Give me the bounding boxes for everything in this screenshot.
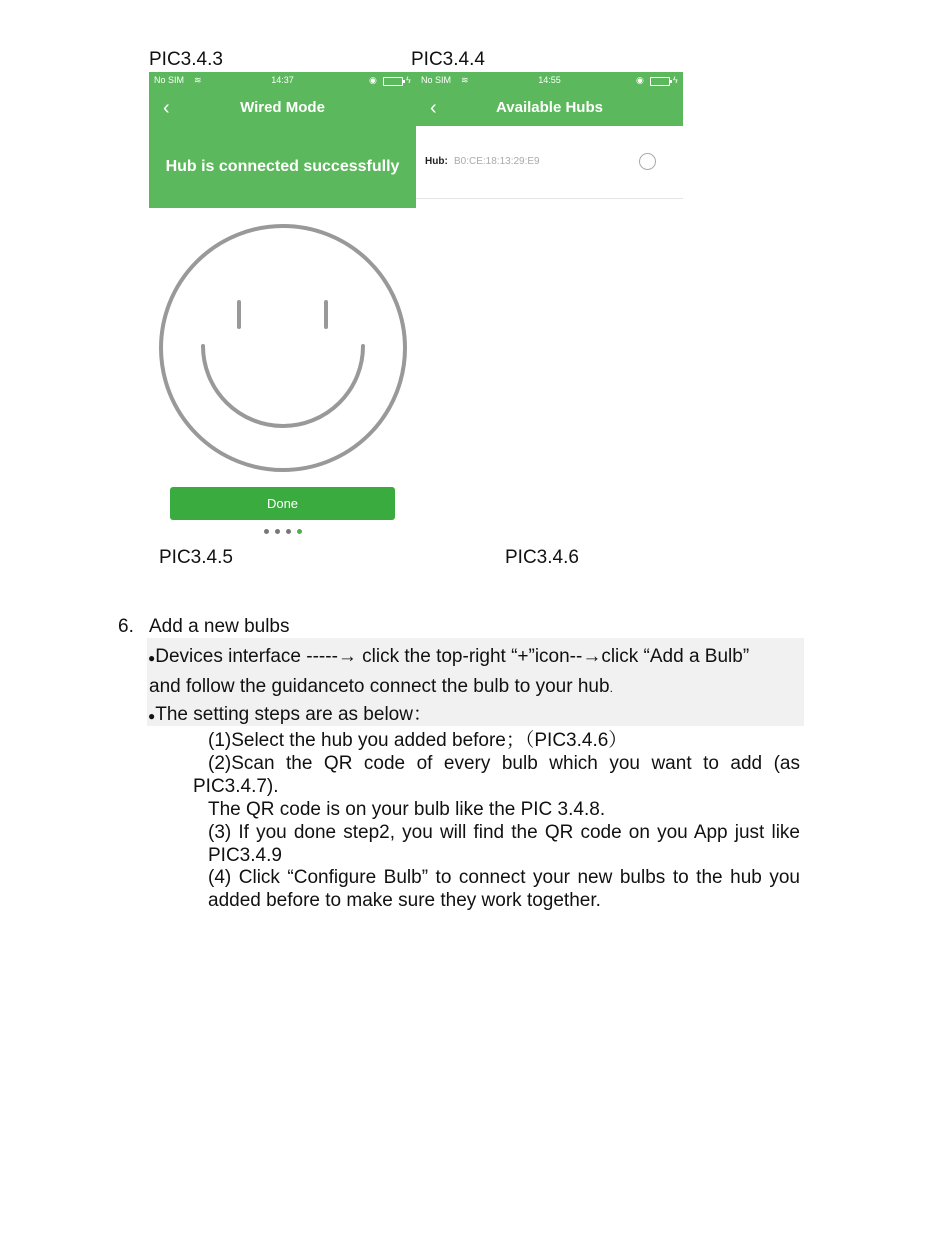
done-button[interactable]: Done — [170, 487, 395, 520]
step-2-line-3: The QR code is on your bulb like the PIC 3.4.8. — [208, 799, 606, 820]
step-1: (1)Select the hub you added before；（PIC3.4.6） — [208, 730, 628, 751]
pic-label-3-4-4: PIC3.4.4 — [411, 49, 485, 70]
section-number: 6. — [118, 616, 134, 637]
wifi-icon: ≋ — [461, 75, 469, 85]
wifi-icon: ≋ — [194, 75, 202, 85]
back-chevron-icon[interactable]: ‹ — [430, 97, 437, 119]
battery-icon — [383, 77, 403, 86]
bullet-2-text: The setting steps are as below： — [155, 704, 432, 725]
pic-label-3-4-3: PIC3.4.3 — [149, 49, 223, 70]
page-dot — [275, 529, 280, 534]
step-4-line-2: added before to make sure they work together. — [208, 890, 601, 911]
bullet-2 — [148, 703, 432, 728]
page-dot — [286, 529, 291, 534]
bullet-1-continued — [149, 675, 613, 700]
status-bar — [416, 72, 683, 88]
carrier-text: No SIM — [421, 75, 452, 85]
page-dot-active — [297, 529, 302, 534]
pic-label-3-4-6: PIC3.4.6 — [505, 547, 579, 568]
carrier-text: No SIM — [154, 75, 185, 85]
step-3-line-1: (3) If you done step2, you will find the QR code on you App just like — [208, 822, 800, 843]
available-hubs-screenshot — [416, 72, 683, 542]
bullet-icon: ● — [148, 709, 156, 723]
header-banner — [149, 72, 416, 208]
status-time: 14:55 — [538, 75, 561, 85]
page-dot — [264, 529, 269, 534]
hub-mac-address: B0:CE:18:13:29:E9 — [454, 156, 540, 167]
back-chevron-icon[interactable]: ‹ — [163, 97, 170, 119]
bullet-icon: ● — [148, 651, 156, 665]
lock-rotation-icon: ◉ — [369, 75, 377, 85]
status-time: 14:37 — [271, 75, 294, 85]
bullet-1-line-2: and follow the guidanceto connect the bulb to your hub — [149, 676, 610, 697]
section-title: Add a new bulbs — [149, 616, 290, 637]
bullet-1-line-1: Devices interface -----→ click the top-right “+”icon--→click “Add a Bulb” — [155, 646, 750, 667]
screen-title: Available Hubs — [496, 99, 603, 116]
hub-select-radio[interactable] — [639, 153, 656, 170]
hub-list-item[interactable] — [416, 126, 683, 199]
bullet-1 — [148, 645, 749, 670]
page-indicator — [149, 527, 416, 534]
smiley-face-icon — [157, 222, 409, 474]
bullet-1-line-2-end: . — [609, 681, 613, 695]
step-4-line-1: (4) Click “Configure Bulb” to connect your new bulbs to the hub you — [208, 867, 800, 888]
connected-message: Hub is connected successfully — [165, 158, 400, 175]
step-2-line-2: PIC3.4.7). — [193, 776, 279, 797]
lock-rotation-icon: ◉ — [636, 75, 644, 85]
charging-icon: ϟ — [406, 75, 411, 85]
step-2-line-1: (2)Scan the QR code of every bulb which you want to add (as — [208, 753, 800, 774]
battery-icon — [650, 77, 670, 86]
status-bar — [149, 72, 416, 88]
wired-mode-screenshot — [149, 72, 416, 542]
charging-icon: ϟ — [673, 75, 678, 85]
hub-label: Hub: — [425, 156, 448, 167]
step-3-line-2: PIC3.4.9 — [208, 845, 282, 866]
pic-label-3-4-5: PIC3.4.5 — [159, 547, 233, 568]
screen-title: Wired Mode — [240, 99, 325, 116]
